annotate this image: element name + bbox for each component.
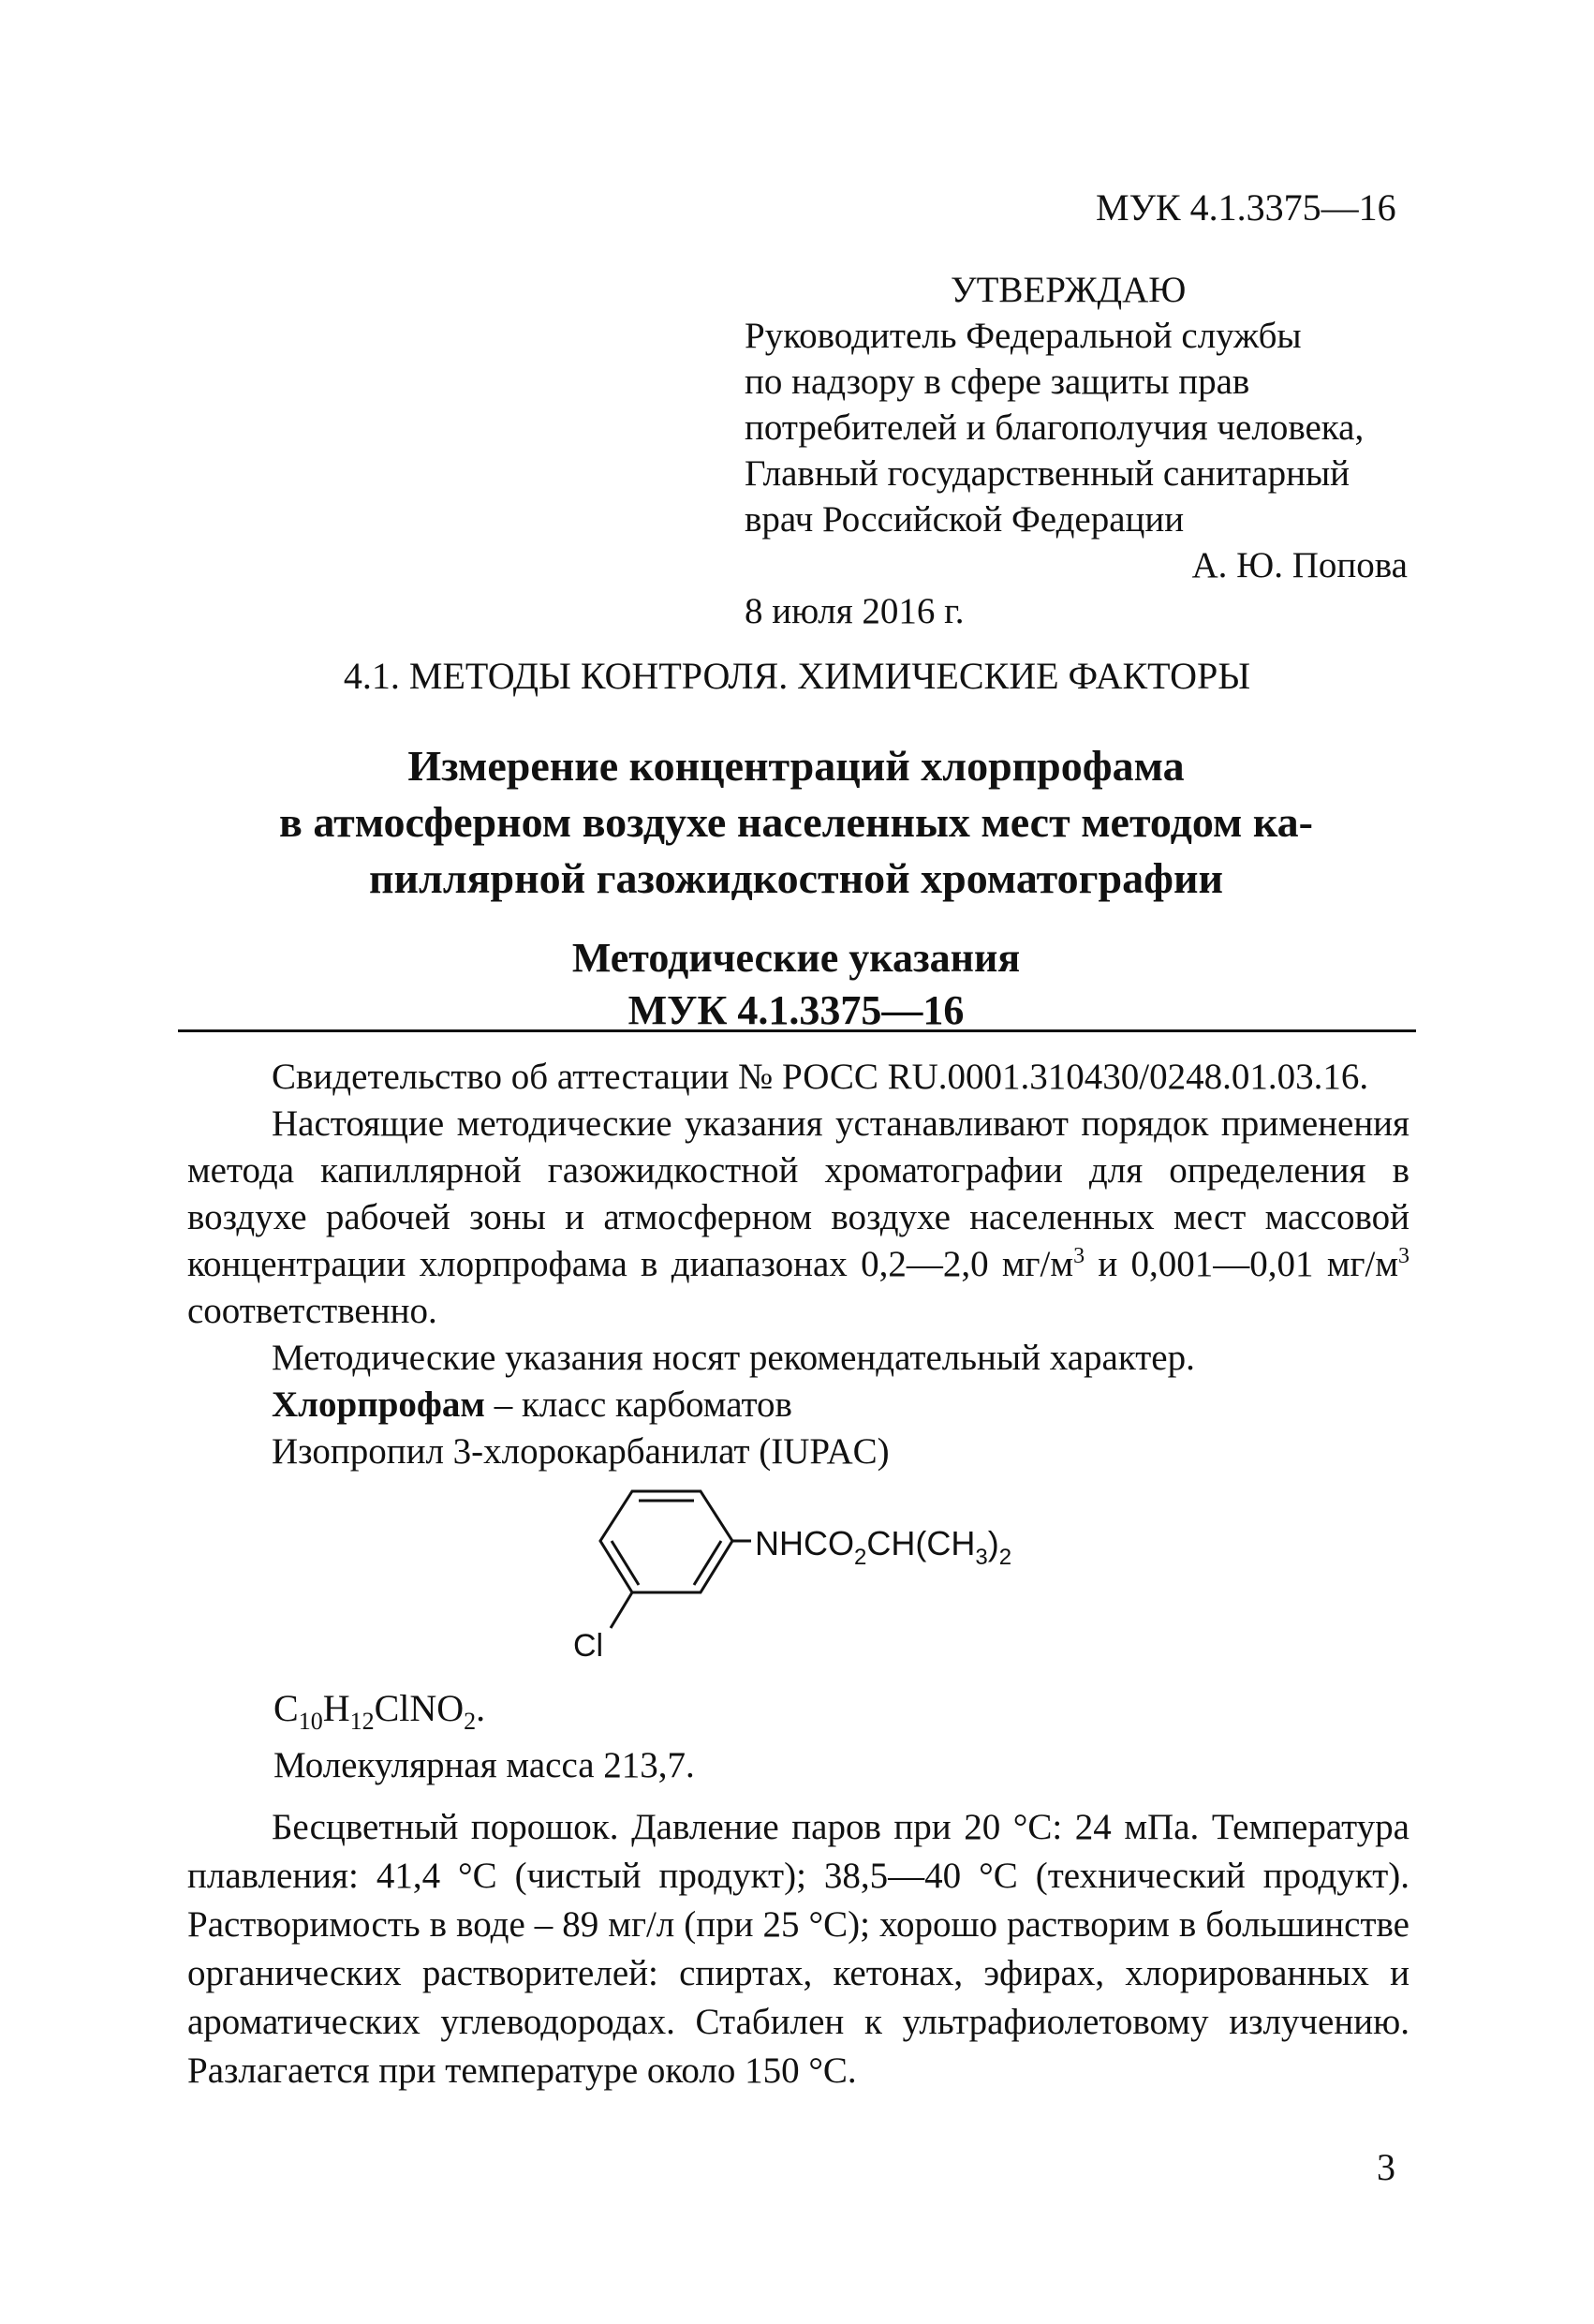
chlorine-label: Cl bbox=[573, 1628, 604, 1664]
body-text bbox=[187, 1054, 1410, 1475]
signatory-name: А. Ю. Попова bbox=[1191, 545, 1408, 585]
benzene-ring bbox=[600, 1491, 751, 1628]
formula-subscript: 12 bbox=[349, 1708, 375, 1735]
ring-double-bond bbox=[694, 1541, 721, 1585]
section-heading: 4.1. МЕТОДЫ КОНТРОЛЯ. ХИМИЧЕСКИЕ ФАКТОРЫ bbox=[343, 655, 1251, 697]
compound-line bbox=[187, 1382, 1410, 1428]
scope-text-c: соответственно. bbox=[187, 1291, 437, 1331]
scope-text-b: и 0,001—0,01 мг/м bbox=[1085, 1244, 1399, 1284]
approval-line: потребителей и благополучия человека, bbox=[745, 407, 1365, 448]
approval-title: УТВЕРЖДАЮ bbox=[951, 270, 1187, 310]
certificate-line: Свидетельство об аттестации № РОСС RU.0001.310430/0248.01.03.16. bbox=[272, 1057, 1369, 1097]
scope-paragraph bbox=[187, 1101, 1410, 1335]
formula-end: . bbox=[476, 1687, 486, 1729]
approval-line: по надзору в сфере защиты прав bbox=[745, 362, 1250, 402]
molecular-formula bbox=[273, 1686, 486, 1735]
ring-double-bond bbox=[612, 1541, 639, 1585]
advisory-line: Методические указания носят рекомендательный характер. bbox=[272, 1338, 1195, 1378]
scope-text-a: Настоящие методические указания устанавливают порядок применения метода капиллярной газожидкостной хроматографии для определения в воздухе рабочей зоны и атмосферном воздухе населенных мест массовой концентрации хлорпрофама в диапазонах 0,2—2,0 мг/м bbox=[187, 1103, 1410, 1284]
subtitle-code: МУК 4.1.3375—16 bbox=[627, 987, 965, 1033]
divider-rule bbox=[178, 1029, 1416, 1032]
superscript-3: 3 bbox=[1073, 1244, 1085, 1268]
approval-line: Главный государственный санитарный bbox=[745, 453, 1350, 494]
formula-rest: ClNO bbox=[374, 1687, 465, 1729]
approval-date: 8 июля 2016 г. bbox=[745, 591, 965, 631]
properties-paragraph: Бесцветный порошок. Давление паров при 20 °С: 24 мПа. Температура плавления: 41,4 °С (чистый продукт); 38,5—40 °С (технический продукт). Растворимость в воде – 89 мг/л (при 25 °С); хорошо растворим в большинстве органических растворителей: спиртах, кетонах, эфирах, хлорированных и ароматических углеводородах. Стабилен к ультрафиолетовому излучению. Разлагается при температуре около 150 °С. bbox=[187, 1807, 1410, 2091]
document-title bbox=[169, 738, 1424, 907]
title-line: Измерение концентраций хлорпрофама bbox=[407, 742, 1185, 790]
formula-subscript: 2 bbox=[464, 1708, 477, 1735]
document-subtitle bbox=[169, 932, 1424, 1037]
compound-class: – класс карбоматов bbox=[484, 1384, 792, 1425]
substituent-label: $NHCO_2CH(CH_3)_2$ bbox=[755, 1524, 1012, 1570]
subtitle-line: Методические указания bbox=[571, 935, 1021, 981]
iupac-name: Изопропил 3-хлорокарбанилат (IUPAC) bbox=[272, 1431, 890, 1472]
compound-name: Хлорпрофам bbox=[272, 1384, 485, 1425]
formula-h: H bbox=[322, 1687, 350, 1729]
formula-subscript: 10 bbox=[298, 1708, 323, 1735]
molar-mass: Молекулярная масса 213,7. bbox=[273, 1745, 695, 1785]
page-number: 3 bbox=[1377, 2146, 1395, 2188]
superscript-3: 3 bbox=[1398, 1244, 1410, 1268]
title-line: пиллярной газожидкостной хроматографии bbox=[369, 854, 1223, 902]
approval-line: врач Российской Федерации bbox=[745, 499, 1185, 540]
approval-line: Руководитель Федеральной службы bbox=[745, 316, 1302, 356]
chemical-structure-diagram bbox=[524, 1478, 1049, 1665]
ring-outline bbox=[600, 1491, 732, 1592]
formula-c: C bbox=[273, 1687, 299, 1729]
document-code: МУК 4.1.3375—16 bbox=[1096, 186, 1396, 229]
chlorine-bond bbox=[611, 1592, 632, 1628]
approval-block bbox=[745, 267, 1419, 634]
title-line: в атмосферном воздухе населенных мест методом ка- bbox=[279, 798, 1313, 846]
